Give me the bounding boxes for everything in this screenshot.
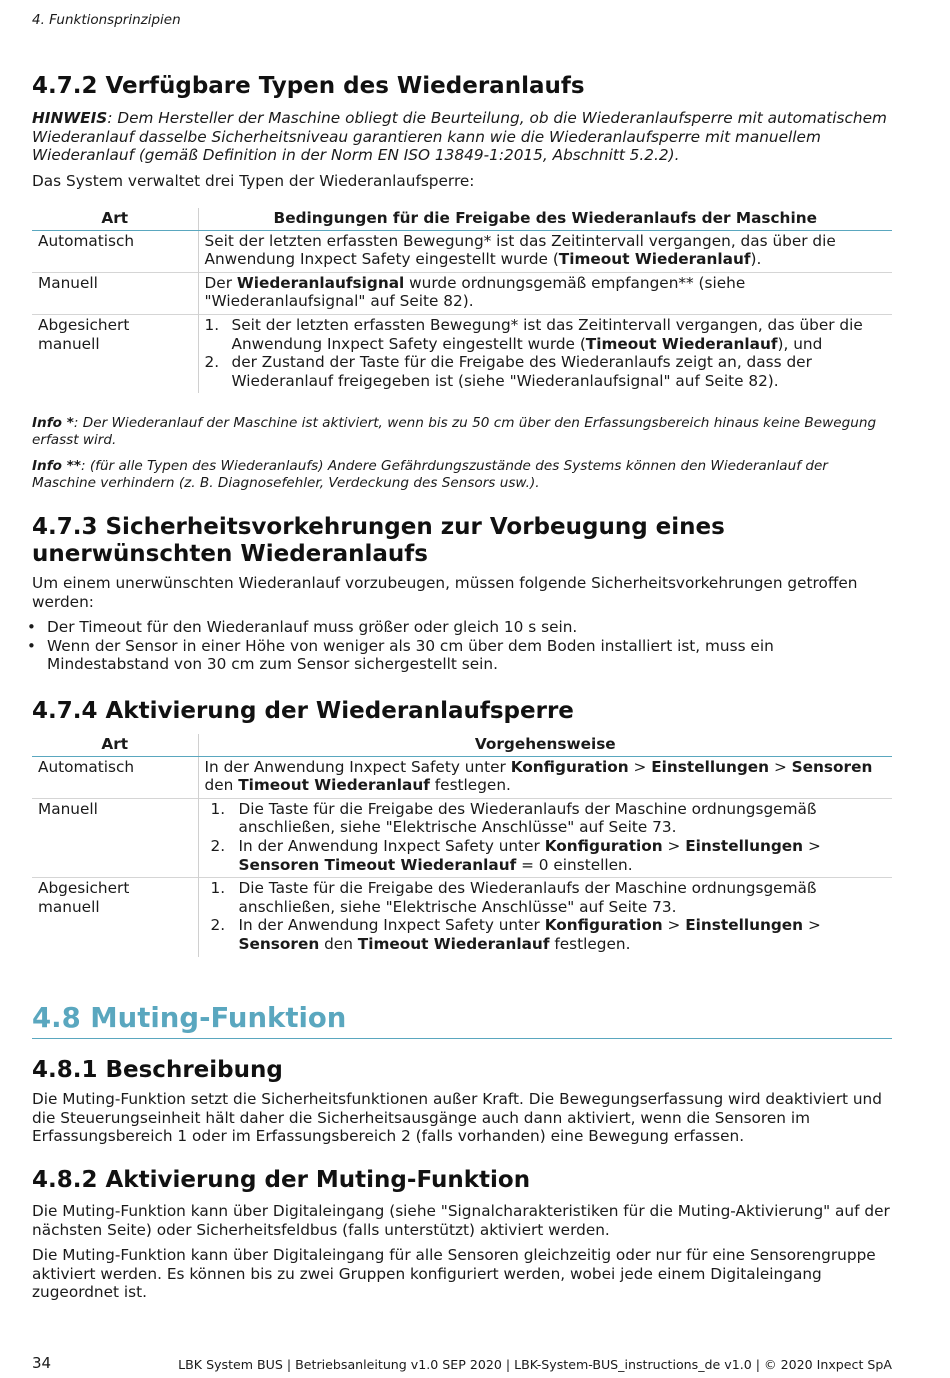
list-item: • Der Timeout für den Wiederanlauf muss größer oder gleich 10 s sein. — [0, 618, 892, 637]
table-row — [32, 756, 892, 798]
list-item: 1. Die Taste für die Freigabe des Wiederanlaufs der Maschine ordnungsgemäß anschließen, siehe "Elektrische Anschlüsse" auf Seite 73. — [210, 879, 817, 916]
precautions-intro: Um einem unerwünschten Wiederanlauf vorzubeugen, müssen folgende Sicherheitsvorkehrungen getroffen werden: — [32, 574, 858, 611]
column-header-art: Art — [32, 734, 198, 756]
muting-description: Die Muting-Funktion setzt die Sicherheitsfunktionen außer Kraft. Die Bewegungserfassung wird deaktiviert und die Steuerungseinheit hält daher die Sicherheitsausgänge auch dann aktiviert, wenn die Sensoren im Erfassungsbereich 1 oder im Erfassungsbereich 2 (falls vorhanden) eine Bewegung erfassen. — [32, 1090, 882, 1146]
type-cell: Manuell — [32, 272, 198, 314]
list-item: 1. Seit der letzten erfassten Bewegung* ist das Zeitintervall vergangen, das über die Anwendung Inxpect Safety eingestellt wurde (Timeout Wiederanlauf), und — [204, 315, 863, 353]
section-title-4-7-4: 4.7.4 Aktivierung der Wiederanlaufsperre — [32, 698, 574, 724]
type-cell: Abgesichert manuell — [32, 878, 198, 957]
condition-cell — [198, 314, 892, 393]
restart-types-intro: Das System verwaltet drei Typen der Wiederanlaufsperre: — [32, 172, 475, 190]
list-item: 2. In der Anwendung Inxpect Safety unter Konfiguration > Einstellungen > Sensoren Timeout Wiederanlauf = 0 einstellen. — [210, 836, 821, 874]
running-head: 4. Funktionsprinzipien — [32, 12, 181, 28]
list-item: 1. Die Taste für die Freigabe des Wiederanlaufs der Maschine ordnungsgemäß anschließen, siehe "Elektrische Anschlüsse" auf Seite 73. — [210, 799, 817, 837]
table-header-row — [32, 208, 892, 230]
activation-table — [32, 734, 892, 957]
section-title-4-7-3: 4.7.3 Sicherheitsvorkehrungen zur Vorbeugung eines unerwünschten Wiederanlaufs — [32, 514, 725, 567]
type-cell: Automatisch — [38, 231, 135, 250]
precautions-list — [0, 618, 892, 674]
list-item: 2. In der Anwendung Inxpect Safety unter Konfiguration > Einstellungen > Sensoren den Timeout Wiederanlauf festlegen. — [210, 916, 821, 953]
column-header-art: Art — [32, 208, 198, 230]
procedure-cell — [198, 798, 892, 877]
footer-text: LBK System BUS | Betriebsanleitung v1.0 SEP 2020 | LBK-System-BUS_instructions_de v1.0 | © 2020 Inxpect SpA — [178, 1357, 892, 1372]
procedure-cell — [198, 878, 892, 957]
list-item: 2. der Zustand der Taste für die Freigabe des Wiederanlaufs zeigt an, dass der Wiederanlauf freigegeben ist (siehe "Wiederanlaufsignal" auf Seite 82). — [204, 353, 812, 390]
column-header-procedure: Vorgehensweise — [198, 734, 892, 756]
condition-cell: Der Wiederanlaufsignal wurde ordnungsgemäß empfangen** (siehe "Wiederanlaufsignal" auf Seite 82). — [198, 272, 892, 314]
hinweis-note — [32, 109, 892, 165]
table-row — [32, 878, 892, 957]
numbered-list — [205, 316, 887, 390]
page-number: 34 — [32, 1354, 52, 1372]
condition-cell: Seit der letzten erfassten Bewegung* ist das Zeitintervall vergangen, das über die Anwendung Inxpect Safety eingestellt wurde (Timeout Wiederanlauf). — [198, 230, 892, 272]
muting-activation-paragraph-1: Die Muting-Funktion kann über Digitaleingang (siehe "Signalcharakteristiken für die Muting-Aktivierung" auf der nächsten Seite) oder Sicherheitsfeldbus (falls unterstützt) aktiviert werden. — [32, 1202, 890, 1239]
chapter-title-4-8: 4.8 Muting-Funktion — [32, 1002, 892, 1039]
section-title-4-8-1: 4.8.1 Beschreibung — [32, 1057, 283, 1083]
table-row — [32, 230, 892, 272]
restart-types-table — [32, 208, 892, 393]
numbered-list — [205, 879, 887, 953]
numbered-list — [205, 800, 887, 874]
muting-activation-paragraph-2: Die Muting-Funktion kann über Digitaleingang für alle Sensoren gleichzeitig oder nur für eine Sensorengruppe aktiviert werden. Es können bis zu zwei Gruppen konfiguriert werden, wobei jede einem Digitaleingang zugeordnet ist. — [32, 1246, 876, 1302]
list-item: • Wenn der Sensor in einer Höhe von weniger als 30 cm über dem Boden installiert ist, muss ein Mindestabstand von 30 cm zum Sensor sichergestellt sein. — [0, 637, 892, 674]
table-row — [32, 314, 892, 393]
type-cell: Automatisch — [38, 757, 135, 776]
hinweis-label: HINWEIS — [32, 109, 108, 127]
info-note-1: Info *: Der Wiederanlauf der Maschine ist aktiviert, wenn bis zu 50 cm über den Erfassungsbereich hinaus keine Bewegung erfasst wird. — [32, 415, 877, 448]
type-cell: Abgesichert manuell — [32, 314, 198, 393]
section-title-4-7-2: 4.7.2 Verfügbare Typen des Wiederanlaufs — [32, 73, 585, 99]
section-title-4-8-2: 4.8.2 Aktivierung der Muting-Funktion — [32, 1167, 531, 1193]
table-header-row — [32, 734, 892, 756]
table-row — [32, 272, 892, 314]
type-cell: Manuell — [32, 798, 198, 877]
table-row — [32, 798, 892, 877]
column-header-conditions: Bedingungen für die Freigabe des Wiederanlaufs der Maschine — [198, 208, 892, 230]
hinweis-text: : Dem Hersteller der Maschine obliegt die Beurteilung, ob die Wiederanlaufsperre mit automatischem Wiederanlauf dasselbe Sicherheitsniveau garantieren kann wie die Wiederanlaufsperre mit manuellem Wiederanlauf (gemäß Definition in der Norm EN ISO 13849-1:2015, Abschnitt 5.2.2). — [32, 109, 887, 165]
procedure-cell: In der Anwendung Inxpect Safety unter Konfiguration > Einstellungen > Sensoren den Timeout Wiederanlauf festlegen. — [198, 756, 892, 798]
info-note-2: Info **: (für alle Typen des Wiederanlaufs) Andere Gefährdungszustände des Systems können den Wiederanlauf der Maschine verhindern (z. B. Diagnosefehler, Verdeckung des Sensors usw.). — [32, 458, 828, 491]
